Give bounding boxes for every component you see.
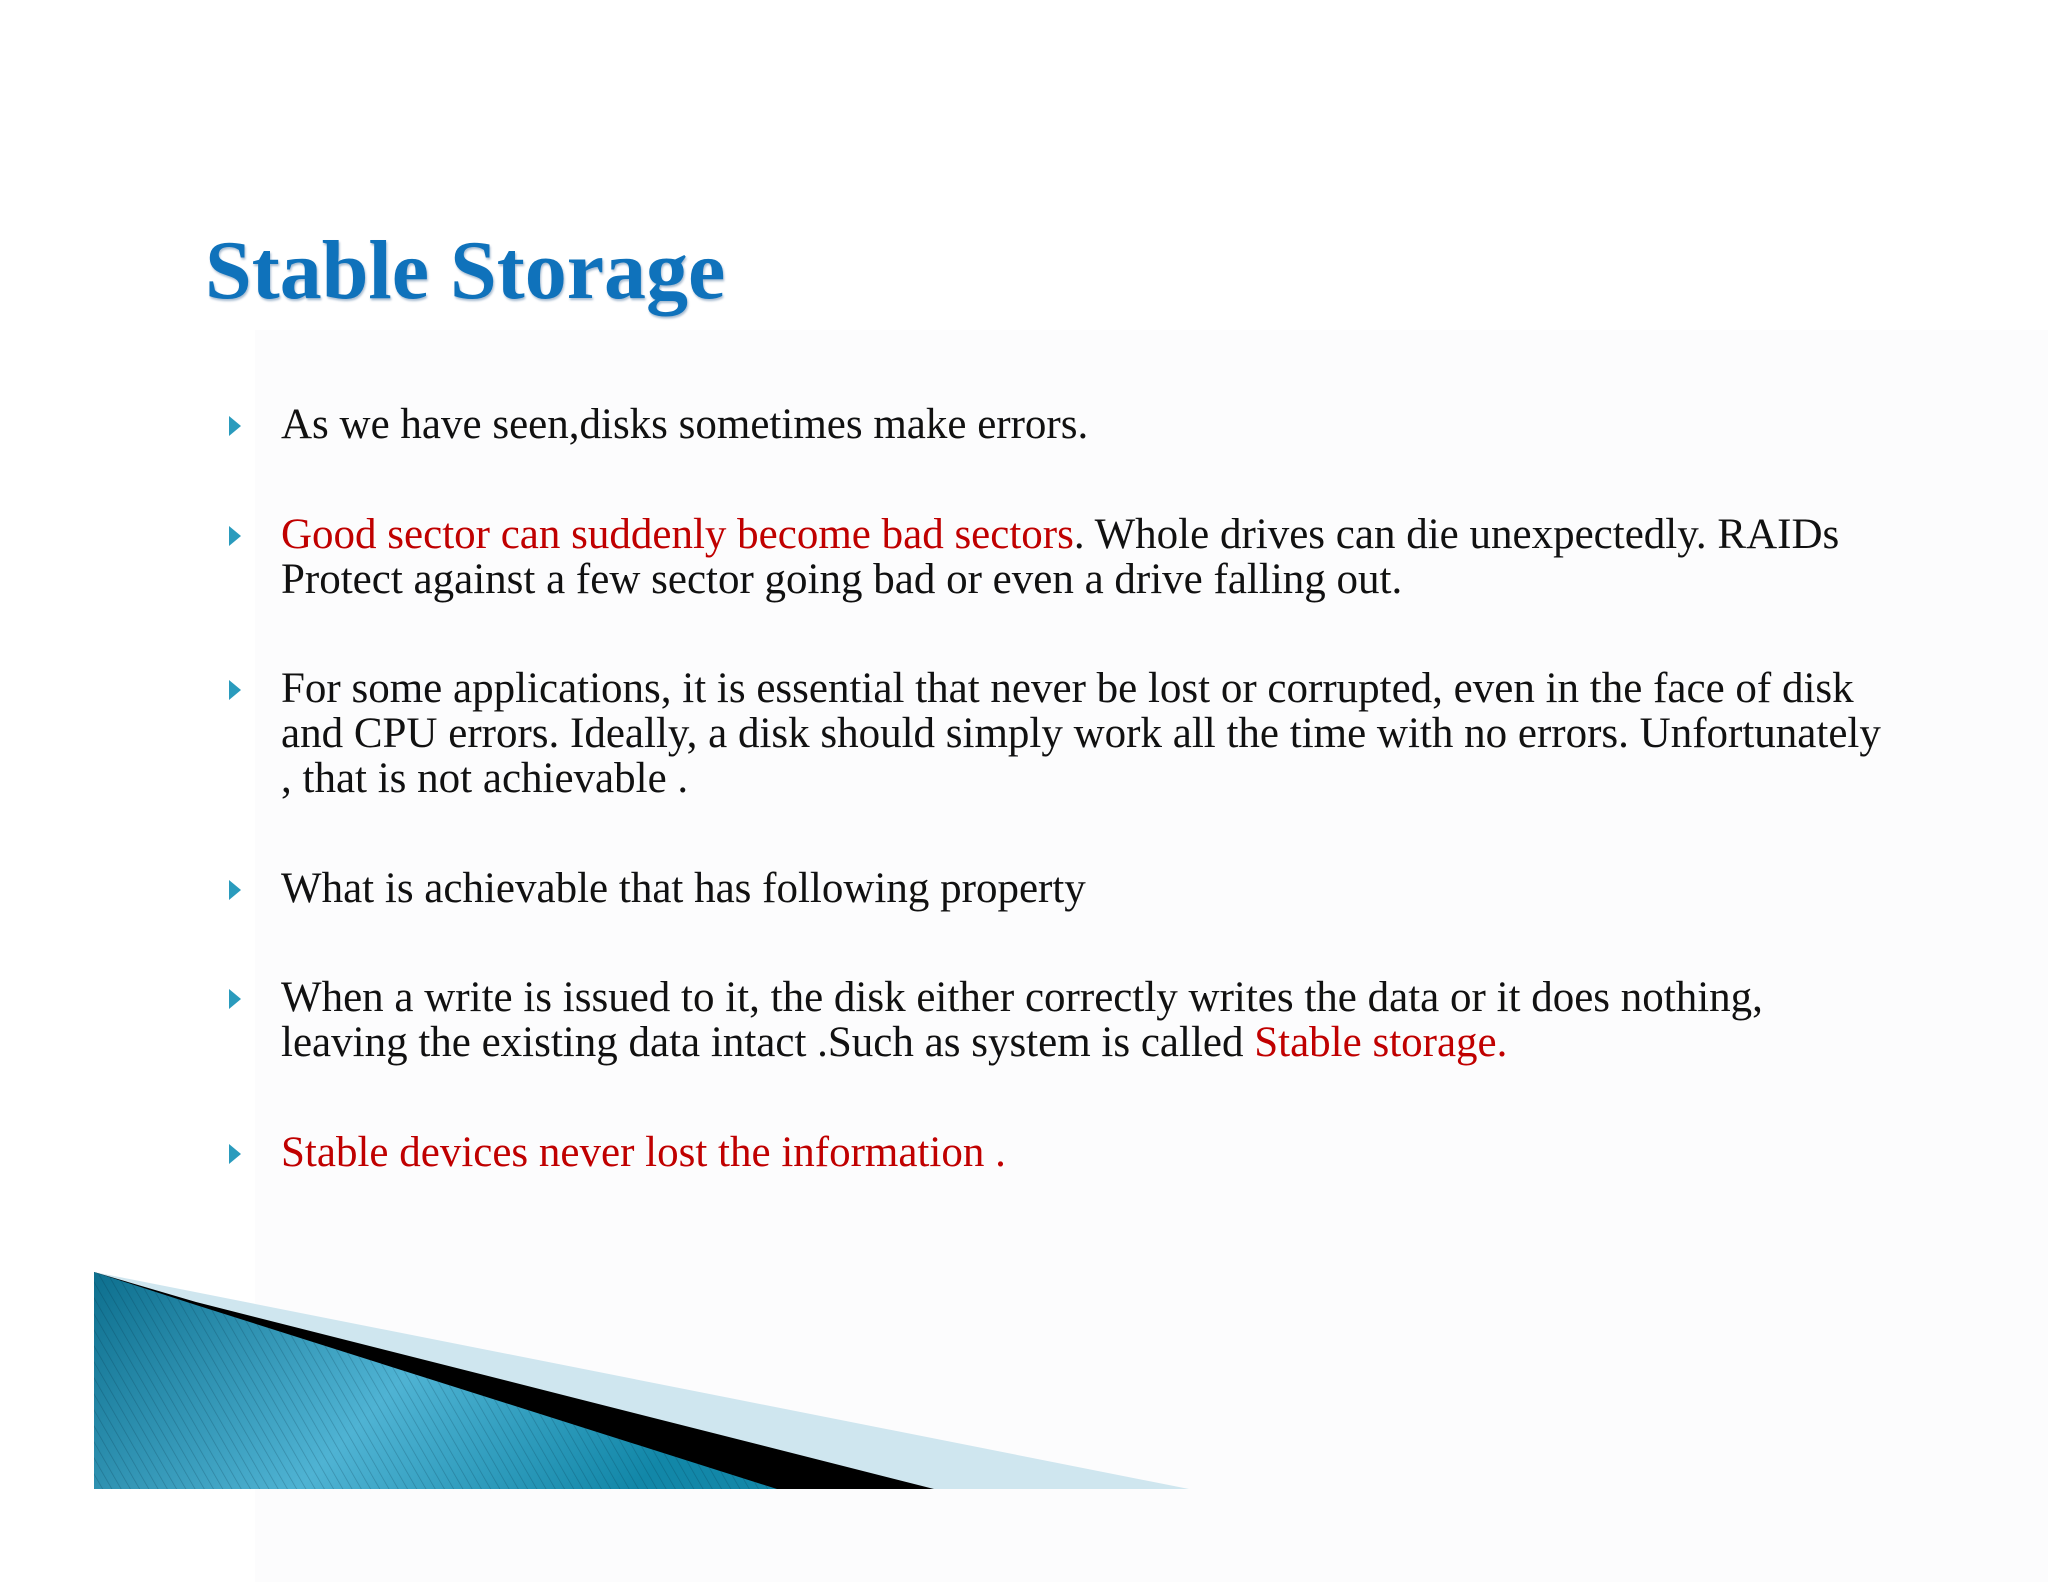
bullet-text: For some applications, it is essential that never be lost or corrupted, even in the face of disk and CPU errors. Ideally, a disk should simply work all the time with no errors. Unfortunately , that is not achievable . [281, 665, 1881, 802]
slide-title: Stable Storage [205, 224, 726, 317]
bullet-text: . Whole drives can die unexpectedly. RAIDs Protect against a few sector going bad or even a drive falling out. [281, 511, 1840, 603]
bullet-highlight: Good sector can suddenly become bad sectors [281, 511, 1074, 558]
bullet-highlight: Stable storage. [1254, 1019, 1508, 1066]
bullet-text: What is achievable that has following property [281, 865, 1086, 912]
bullet-text: As we have seen,disks sometimes make errors. [281, 401, 1089, 448]
bullet-text: When a write is issued to it, the disk either correctly writes the data or it does nothing, leaving the existing data intact .Such as system is called [281, 974, 1763, 1066]
bullet-highlight: Stable devices never lost the information . [281, 1129, 1006, 1176]
